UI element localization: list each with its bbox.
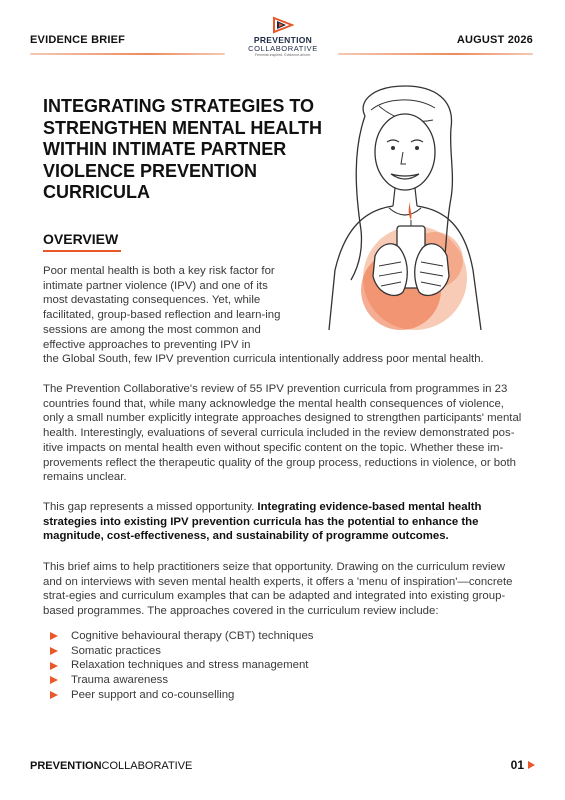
approach-list bbox=[50, 629, 314, 703]
prevention-collaborative-logo bbox=[240, 16, 326, 57]
paragraph-intro-part2: the Global South, few IPV prevention curricula intentionally address poor mental health. bbox=[43, 353, 484, 366]
bullet-arrow-icon bbox=[50, 691, 58, 699]
list-item-label: Cognitive behavioural therapy (CBT) techniques bbox=[71, 630, 314, 642]
logo-name-bold: PREVENTION bbox=[253, 35, 313, 45]
paragraph-gap-bold: Integrating evidence-based mental health strategies into existing IPV prevention curricula has the potential to enhance the magnitude, cost-effectiveness, and sustainability of programme outcomes. bbox=[43, 501, 482, 543]
list-item-label: Somatic practices bbox=[71, 644, 161, 657]
bullet-arrow-icon bbox=[50, 632, 58, 640]
logo-name-light: COLLABORATIVE bbox=[248, 44, 318, 53]
paragraph-brief-aims: This brief aims to help practitioners seize that opportunity. Drawing on the curriculum review and on interviews with seven mental health experts, it offers a 'menu of inspiration'—concrete strat-egies and curriculum examples that can be adapted and integrated into existing group-based programmes. The approaches covered in the curriculum review include: bbox=[43, 561, 513, 618]
footer-brand-light: COLLABORATIVE bbox=[101, 760, 193, 772]
footer-brand-bold: PREVENTION bbox=[30, 760, 102, 772]
paragraph-gap-normal: This gap represents a missed opportunity. bbox=[43, 501, 258, 513]
page-number bbox=[511, 758, 535, 772]
list-item-label: Relaxation techniques and stress management bbox=[71, 659, 309, 672]
list-item bbox=[50, 658, 314, 673]
paragraph-intro bbox=[43, 264, 525, 367]
doc-date-label: AUGUST 2026 bbox=[456, 34, 533, 46]
list-item bbox=[50, 629, 314, 644]
list-item bbox=[50, 644, 314, 659]
page-arrow-icon bbox=[528, 761, 535, 769]
paragraph-intro-part1: Poor mental health is both a key risk factor for intimate partner violence (IPV) and one of its most devastating consequences. Yet, while facilitated, group-based reflection and learn-ing sessions are among the most common and effective approaches to preventing IPV in bbox=[43, 265, 281, 351]
bullet-arrow-icon bbox=[50, 647, 58, 655]
doc-type-label: EVIDENCE BRIEF bbox=[30, 34, 126, 46]
header-rule-left bbox=[30, 53, 225, 55]
list-item bbox=[50, 688, 314, 703]
overview-underline bbox=[43, 250, 121, 252]
overview-heading: OVERVIEW bbox=[43, 231, 119, 247]
bullet-arrow-icon bbox=[50, 662, 58, 670]
header-rule-right bbox=[338, 53, 533, 55]
list-item bbox=[50, 673, 314, 688]
paragraph-gap bbox=[43, 500, 525, 544]
page-number-label: 01 bbox=[510, 758, 524, 772]
list-item-label: Trauma awareness bbox=[71, 674, 169, 687]
logo-tagline: Feminist-inspired. Evidence-driven. bbox=[254, 53, 312, 57]
footer-brand bbox=[30, 760, 192, 772]
bullet-arrow-icon bbox=[50, 676, 58, 684]
page-title: INTEGRATING STRATEGIES TO STRENGTHEN MENTAL HEALTH WITHIN INTIMATE PARTNER VIOLENCE PREVENTION CURRICULA bbox=[43, 96, 322, 202]
logo-mark-icon bbox=[272, 16, 294, 34]
paragraph-review: The Prevention Collaborative's review of 55 IPV prevention curricula from programmes in 23 countries found that, while many acknowledge the mental health consequences of violence, only a small number explicitly integrate approaches designed to strengthen participants' mental health. Interestingly, evaluations of several curricula included in the review demonstrated pos-itive impacts on mental health even without specific content on the topic. Whether these im-provements reflect the therapeutic quality of the group process, reductions in violence, or both remains unclear. bbox=[43, 383, 522, 484]
list-item-label: Peer support and co-counselling bbox=[71, 688, 235, 701]
